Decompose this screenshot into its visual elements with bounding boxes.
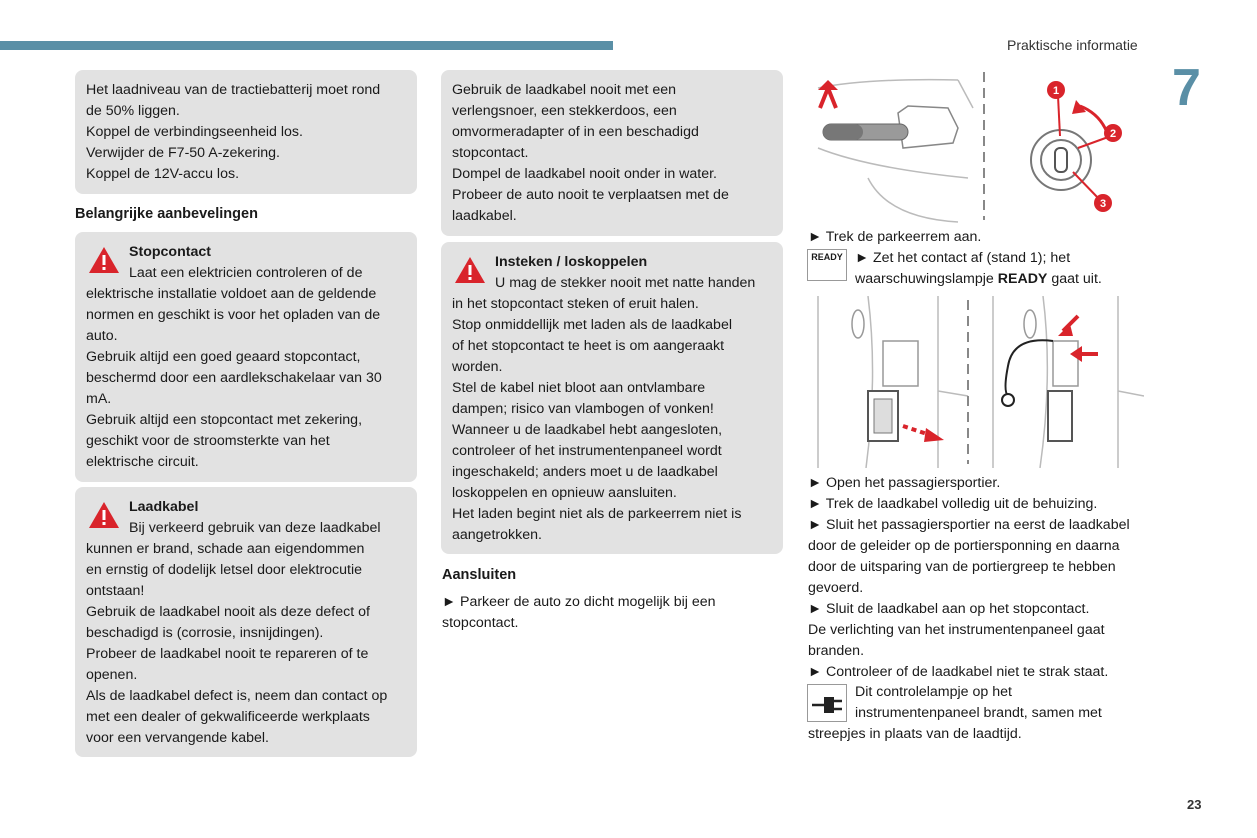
text-line: ► Sluit het passagiersportier na eerst de laadkabel	[808, 517, 1130, 533]
step-text	[442, 592, 782, 634]
text-fragment: waarschuwingslampje	[855, 271, 998, 287]
text-line: verlengsnoer, een stekkerdoos, een	[452, 103, 677, 119]
text-line: Koppel de 12V-accu los.	[86, 166, 240, 182]
text-line: Wanneer u de laadkabel hebt aangesloten,	[452, 422, 723, 438]
text-line: Dompel de laadkabel nooit onder in water.	[452, 166, 718, 182]
text-line: door de uitsparing van de portiergreep te hebben	[808, 559, 1116, 575]
text-line: Probeer de auto nooit te verplaatsen met de	[452, 187, 729, 203]
text-line: ► Controleer of de laadkabel niet te strak staat.	[808, 664, 1109, 680]
text-line: Stop onmiddellijk met laden als de laadkabel	[452, 317, 732, 333]
text-line: in het stopcontact steken of eruit halen.	[452, 296, 699, 312]
text-line: De verlichting van het instrumentenpaneel gaat	[808, 622, 1105, 638]
warning-title: Insteken / loskoppelen	[495, 254, 648, 270]
ready-indicator-icon	[807, 249, 847, 281]
header-accent-bar	[0, 41, 613, 50]
callout-3: 3	[1099, 198, 1107, 210]
recommendations-heading: Belangrijke aanbevelingen	[75, 206, 258, 222]
text-line: Probeer de laadkabel nooit te repareren of te	[86, 646, 369, 662]
text-line: ingeschakeld; anders moet u de laadkabel	[452, 464, 718, 480]
step-text	[855, 248, 1145, 290]
text-line: geschikt voor de stroomsterkte van het	[86, 433, 330, 449]
text-line: ► Trek de laadkabel volledig uit de behuizing.	[808, 496, 1098, 512]
text-line: en ernstig of dodelijk letsel door elektrocutie	[86, 562, 363, 578]
parking-brake-figure	[808, 68, 1144, 224]
text-line: voor een vervangende kabel.	[86, 730, 269, 746]
callout-2: 2	[1109, 128, 1117, 140]
text-line: elektrische installatie voldoet aan de geldende	[86, 286, 377, 302]
text-line: Dit controlelampje op het	[855, 684, 1012, 700]
text-line: ► Parkeer de auto zo dicht mogelijk bij een	[442, 594, 716, 610]
text-line: Verwijder de F7-50 A-zekering.	[86, 145, 280, 161]
ready-bold: READY	[997, 271, 1048, 287]
text-line: aangetrokken.	[452, 527, 542, 543]
text-line: loskoppelen en opnieuw aansluiten.	[452, 485, 677, 501]
text-line: door de geleider op de portiersponning en daarna	[808, 538, 1120, 554]
step-text	[855, 682, 1145, 724]
text-line: streepjes in plaats van de laadtijd.	[808, 726, 1022, 742]
warning-triangle-icon	[88, 246, 120, 274]
warning-triangle-icon	[454, 256, 486, 284]
warning-box-cable	[75, 487, 417, 757]
text-line: Stel de kabel niet bloot aan ontvlambare	[452, 380, 706, 396]
text-line: gevoerd.	[808, 580, 864, 596]
text-line: Gebruik de laadkabel nooit als deze defect of	[86, 604, 370, 620]
text-line: worden.	[452, 359, 503, 375]
warning-triangle-icon	[88, 501, 120, 529]
text-line: kunnen er brand, schade aan eigendommen	[86, 541, 365, 557]
steps-list	[808, 473, 1148, 683]
section-title: Praktische informatie	[1007, 37, 1138, 53]
text-line: elektrische circuit.	[86, 454, 199, 470]
info-box	[441, 70, 783, 236]
step-text: ► Trek de parkeerrem aan.	[808, 229, 982, 245]
text-line: U mag de stekker nooit met natte handen	[495, 275, 756, 291]
text-fragment: gaat uit.	[1047, 271, 1102, 287]
text-line: Het laden begint niet als de parkeerrem niet is	[452, 506, 742, 522]
text-line: stopcontact.	[452, 145, 529, 161]
info-box	[75, 70, 417, 194]
text-line: ontstaan!	[86, 583, 145, 599]
warning-title: Stopcontact	[129, 244, 211, 260]
text-line: stopcontact.	[442, 615, 519, 631]
warning-box-plugging	[441, 242, 783, 554]
text-line: de 50% liggen.	[86, 103, 180, 119]
text-line: laadkabel.	[452, 208, 517, 224]
text-line: met een dealer of gekwalificeerde werkplaats	[86, 709, 370, 725]
text-line: Gebruik de laadkabel nooit met een	[452, 82, 676, 98]
text-line: Laat een elektricien controleren of de	[129, 265, 363, 281]
charging-plug-icon	[807, 684, 847, 722]
text-line: Gebruik altijd een goed geaard stopcontact,	[86, 349, 361, 365]
warning-box-socket	[75, 232, 417, 482]
charging-cable-door-figure	[808, 296, 1144, 468]
text-line: Het laadniveau van de tractiebatterij moet rond	[86, 82, 381, 98]
text-line: omvormeradapter of in een beschadigd	[452, 124, 699, 140]
text-line: controleer of het instrumentenpaneel wordt	[452, 443, 722, 459]
text-line: dampen; risico van vlambogen of vonken!	[452, 401, 714, 417]
text-line: Bij verkeerd gebruik van deze laadkabel	[129, 520, 381, 536]
chapter-number: 7	[1172, 59, 1201, 117]
text-line: Koppel de verbindingseenheid los.	[86, 124, 303, 140]
text-line: beschermd door een aardlekschakelaar van 30	[86, 370, 382, 386]
text-line	[855, 269, 1145, 290]
text-line: ► Open het passagiersportier.	[808, 475, 1001, 491]
connecting-heading: Aansluiten	[442, 567, 517, 583]
ready-indicator-label: READY	[811, 252, 843, 262]
text-line: of het stopcontact te heet is om aangeraakt	[452, 338, 725, 354]
text-line: Als de laadkabel defect is, neem dan contact op	[86, 688, 388, 704]
text-line: ► Zet het contact af (stand 1); het	[855, 250, 1071, 266]
text-line: mA.	[86, 391, 112, 407]
text-line: normen en geschikt is voor het opladen van de	[86, 307, 381, 323]
text-line: auto.	[86, 328, 118, 344]
text-line: ► Sluit de laadkabel aan op het stopcontact.	[808, 601, 1090, 617]
text-line: openen.	[86, 667, 138, 683]
page-number: 23	[1187, 797, 1202, 812]
callout-1: 1	[1052, 85, 1060, 97]
text-line: branden.	[808, 643, 865, 659]
text-line: Gebruik altijd een stopcontact met zekering,	[86, 412, 363, 428]
text-line: instrumentenpaneel brandt, samen met	[855, 705, 1102, 721]
text-line: beschadigd is (corrosie, insnijdingen).	[86, 625, 324, 641]
warning-title: Laadkabel	[129, 499, 199, 515]
